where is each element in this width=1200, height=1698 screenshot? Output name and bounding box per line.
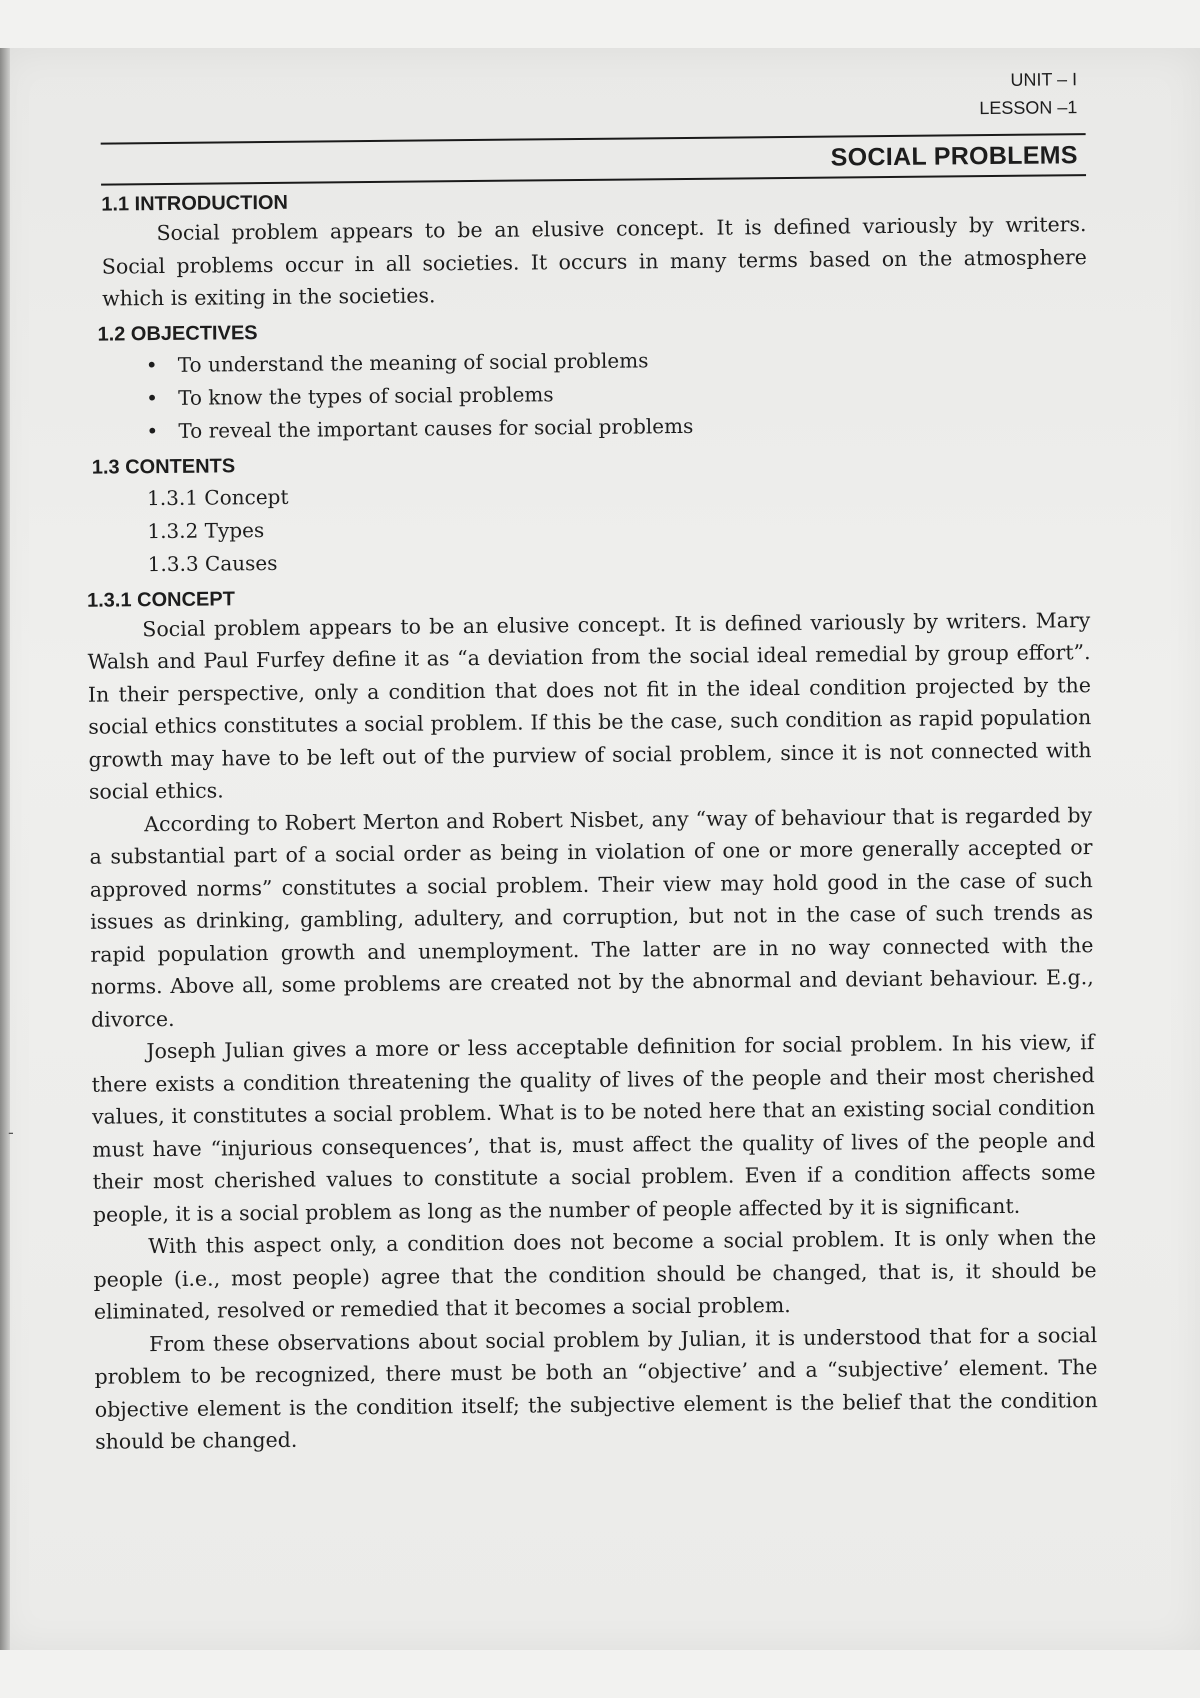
contents-heading: 1.3 CONTENTS — [91, 454, 236, 479]
page-binding-edge — [0, 48, 10, 1650]
concept-paragraph: According to Robert Merton and Robert Nisbet, any “way of behaviour that is regarded by a substantial part of a social order as being in violation of one or more generally accepted or approved norms” constitutes a social problem. Their view may hold good in the case of such issues as drinking, gambling, adultery, and corruption, but not in the case of such trends as rapid population growth and unemployment. The latter are in no way connected with the norms. Above all, some problems are created not by the abnormal and deviant behaviour. E.g., divorce. — [89, 802, 1094, 1032]
objective-item: • To reveal the important causes for social problems — [178, 406, 1088, 448]
contents-item: 1.3.1 Concept — [146, 484, 289, 510]
concept-paragraph: With this aspect only, a condition does not become a social problem. It is only when the people (i.e., most people) agree that the condition should be changed, that is, it should be eliminated, resolved or remedied that it becomes a social problem. — [93, 1225, 1097, 1324]
objectives-heading: 1.2 OBJECTIVES — [97, 321, 258, 346]
lesson-label: LESSON –1 — [979, 97, 1078, 119]
concept-paragraph: Joseph Julian gives a more or less acceptable definition for social problem. In his view, if there exists a condition threatening the quality of lives of the people and their most cherished values, it constitutes a social problem. What is to be noted here that an existing social condition must have “injurious consequences’, that is, must affect the quality of lives of the people and their most cherished values to constitute a social problem. Even if a condition affects some people, it is a social problem as long as the number of people affected by it is significant. — [91, 1030, 1096, 1227]
introduction-text: Social problem appears to be an elusive concept. It is defined variously by writers. Social problems occur in all societies. It occurs in many terms based on the atmosphere which is exiting in the societies. — [101, 212, 1087, 311]
introduction-heading: 1.1 INTRODUCTION — [101, 191, 289, 216]
contents-item: 1.3.2 Types — [147, 517, 265, 543]
objective-item: • To understand the meaning of social problems — [178, 340, 1088, 382]
contents-item: 1.3.3 Causes — [147, 550, 278, 576]
page-title: SOCIAL PROBLEMS — [830, 141, 1078, 172]
objective-item: • To know the types of social problems — [178, 373, 1088, 415]
objectives-list — [98, 340, 1089, 448]
contents-section — [92, 445, 1090, 582]
page-content — [70, 65, 1098, 1458]
contents-list — [147, 473, 1090, 581]
unit-label: UNIT – I — [1010, 69, 1078, 90]
objectives-section — [97, 312, 1088, 448]
margin-mark: - — [8, 1123, 14, 1142]
concept-section — [87, 578, 1098, 1459]
scanned-page — [0, 48, 1200, 1650]
concept-heading: 1.3.1 CONCEPT — [86, 587, 235, 612]
concept-paragraph: From these observations about social problem by Julian, it is understood that for a social problem to be recognized, there must be both an “objective’ and a “subjective’ element. The objective element is the condition itself; the subjective element is the belief that the condition should be changed. — [94, 1322, 1098, 1454]
concept-paragraph: Social problem appears to be an elusive concept. It is defined variously by writers. Mary Walsh and Paul Furfey define it as “a deviation from the social ideal remedial by group effort”. In their perspective, only a condition that does not fit in the ideal condition projected by the social ethics constitutes a social problem. If this be the case, such condition as rapid population growth may have to be left out of the purview of social problem, since it is not connected with social ethics. — [87, 607, 1092, 804]
introduction-section — [101, 182, 1087, 315]
